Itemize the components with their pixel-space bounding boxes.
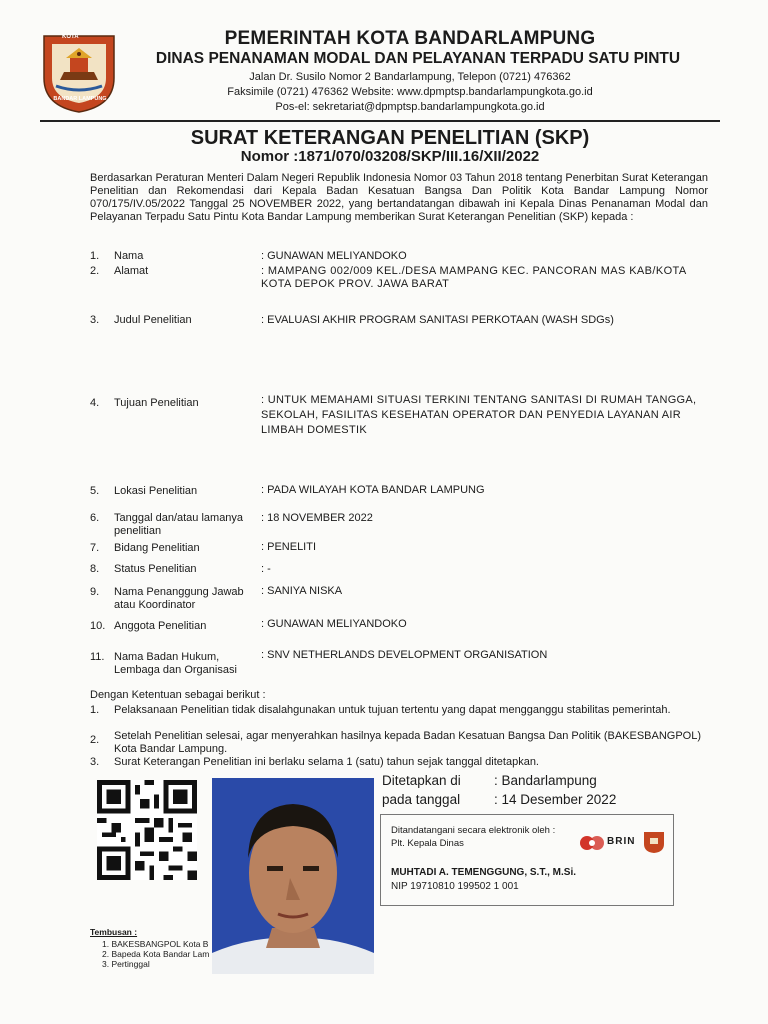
field-value: : PENELITI — [261, 541, 317, 553]
field-label: Nama Badan Hukum, Lembaga dan Organisasi — [114, 651, 237, 676]
field-value: : MAMPANG 002/009 KEL./DESA MAMPANG KEC. PANCORAN MAS KAB/KOTA KOTA DEPOK PROV. JAWA BARAT — [261, 265, 686, 290]
signed-note: Ditandatangani secara elektronik oleh : — [391, 825, 556, 836]
logo-text-bottom: BANDAR LAMPUNG — [53, 96, 107, 102]
field-value: : - — [261, 563, 271, 575]
cc-item: 1. BAKESBANGPOL Kota B — [102, 939, 209, 949]
field-number: 2. — [90, 265, 100, 277]
document-title: SURAT KETERANGAN PENELITIAN (SKP) — [190, 127, 590, 149]
field-label: Anggota Penelitian — [114, 620, 207, 632]
field-value: : UNTUK MEMAHAMI SITUASI TERKINI TENTANG SANITASI DI RUMAH TANGGA, SEKOLAH, FASILITAS KESEHATAN OPERATOR DAN PENYEDIA LAYANAN AIR LIMBAH DOMESTIK — [261, 394, 697, 436]
field-number: 10. — [90, 620, 106, 632]
logo-text-top: KOTA — [62, 34, 79, 40]
issued-date-value: : 14 Desember 2022 — [494, 792, 617, 807]
condition-text: Surat Keterangan Penelitian ini berlaku selama 1 (satu) tahun sejak tanggal ditetapkan. — [114, 756, 539, 768]
signer-position: Plt. Kepala Dinas — [391, 838, 464, 849]
field-label: Nama — [114, 250, 144, 262]
field-value: : 18 NOVEMBER 2022 — [261, 512, 373, 524]
cc-item: 2. Bapeda Kota Bandar Lam — [102, 949, 210, 959]
cc-title: Tembusan : — [90, 927, 138, 937]
city-emblem-small-icon — [643, 830, 665, 854]
issued-date-label: pada tanggal — [382, 792, 461, 807]
field-label: Nama Penanggung Jawab atau Koordinator — [114, 586, 244, 611]
letterhead-email: Pos-el: sekretariat@dpmptsp.bandarlampungkota.go.id — [275, 101, 545, 113]
letterhead-fax: Faksimile (0721) 476362 Website: www.dpmptsp.bandarlampungkota.go.id — [227, 86, 593, 98]
letterhead-divider — [40, 120, 720, 122]
field-number: 5. — [90, 485, 100, 497]
condition-number: 2. — [90, 734, 100, 746]
letterhead-subtitle: DINAS PENANAMAN MODAL DAN PELAYANAN TERPADU SATU PINTU — [155, 50, 681, 67]
field-number: 4. — [90, 397, 100, 409]
field-number: 7. — [90, 542, 100, 554]
intro-paragraph: Berdasarkan Peraturan Menteri Dalam Negeri Republik Indonesia Nomor 03 Tahun 2018 tentang Penerbitan Surat Keterangan Penelitian dan Rekomendasi dari Kepala Badan Kesatuan Bangsa Dan Politik Kota Bandar Lampung Nomor 070/175/IV.05/2022 Tanggal 25 NOVEMBER 2022, yang bertandatangan dibawah ini Kepala Dinas Penanaman Modal dan Pelayanan Terpadu Satu Pintu Kota Bandar Lampung memberikan Surat Keterangan Penelitian (SKP) kepada : — [90, 172, 708, 223]
letterhead-title: PEMERINTAH KOTA BANDARLAMPUNG — [224, 28, 596, 49]
letterhead-address: Jalan Dr. Susilo Nomor 2 Bandarlampung, Telepon (0721) 476362 — [249, 71, 571, 83]
field-number: 1. — [90, 250, 100, 262]
condition-number: 1. — [90, 704, 100, 716]
electronic-signature-box — [380, 814, 674, 906]
field-value: : EVALUASI AKHIR PROGRAM SANITASI PERKOTAAN (WASH SDGs) — [261, 314, 614, 326]
cc-item: 3. Pertinggal — [102, 959, 150, 969]
field-number: 9. — [90, 586, 100, 598]
field-label: Alamat — [114, 265, 149, 277]
field-number: 3. — [90, 314, 100, 326]
field-value: : GUNAWAN MELIYANDOKO — [261, 618, 407, 630]
condition-text: Pelaksanaan Penelitian tidak disalahgunakan untuk tujuan tertentu yang dapat mengganggu stabilitas pemerintah. — [114, 704, 671, 716]
signer-nip: NIP 19710810 199502 1 001 — [391, 881, 519, 892]
field-number: 6. — [90, 512, 100, 524]
signer-name: MUHTADI A. TEMENGGUNG, S.T., M.Si. — [391, 867, 576, 878]
document-number: Nomor :1871/070/03208/SKP/III.16/XII/2022 — [240, 148, 540, 165]
applicant-photo — [212, 778, 374, 974]
condition-text: Setelah Penelitian selesai, agar menyerahkan hasilnya kepada Badan Kesatuan Bangsa Dan Politik (BAKESBANGPOL) Kota Bandar Lampung. — [114, 730, 702, 755]
field-label: Lokasi Penelitian — [114, 485, 198, 497]
field-value: : SANIYA NISKA — [261, 585, 343, 597]
cc-list — [90, 927, 209, 969]
field-value: : GUNAWAN MELIYANDOKO — [261, 250, 407, 262]
field-label: Tujuan Penelitian — [114, 397, 199, 409]
field-label: Status Penelitian — [114, 563, 197, 575]
brin-icon — [579, 831, 605, 855]
field-value: : PADA WILAYAH KOTA BANDAR LAMPUNG — [261, 484, 485, 496]
issued-place-value: : Bandarlampung — [494, 773, 597, 788]
brin-label: BRIN — [607, 836, 636, 847]
issued-place-label: Ditetapkan di — [382, 773, 461, 788]
field-label: Judul Penelitian — [114, 314, 192, 326]
conditions-title: Dengan Ketentuan sebagai berikut : — [90, 689, 266, 701]
field-value: : SNV NETHERLANDS DEVELOPMENT ORGANISATION — [261, 649, 548, 661]
qr-code — [94, 780, 200, 880]
field-number: 8. — [90, 563, 100, 575]
field-number: 11. — [90, 651, 105, 663]
condition-number: 3. — [90, 756, 100, 768]
field-label: Tanggal dan/atau lamanya penelitian — [114, 512, 244, 537]
field-label: Bidang Penelitian — [114, 542, 200, 554]
